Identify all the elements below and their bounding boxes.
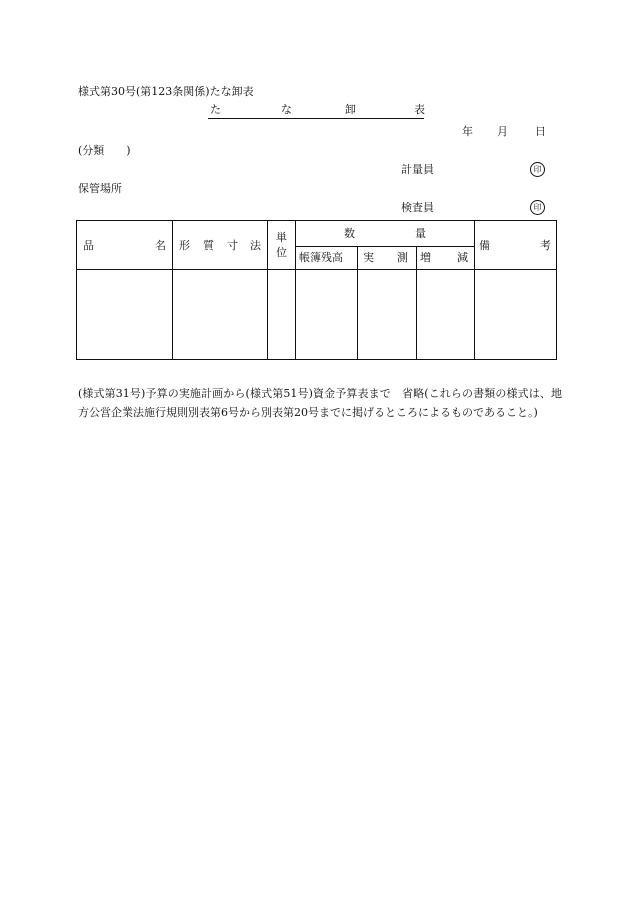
header-unit-2: 位 — [276, 246, 287, 259]
title-char-3: 卸 — [345, 103, 356, 116]
column-divider — [474, 221, 475, 359]
header-remarks-2: 考 — [540, 239, 551, 252]
title-char-4: 表 — [414, 103, 425, 116]
header-change-1: 増 — [420, 251, 431, 264]
title-char-2: な — [281, 103, 292, 116]
title-char-1: た — [210, 103, 221, 116]
header-subdivider — [295, 246, 474, 247]
column-divider — [416, 246, 417, 359]
header-actual-1: 実 — [363, 251, 374, 264]
header-spec-1: 形 — [179, 239, 190, 252]
classification-field: (分類 ) — [78, 144, 131, 157]
header-quantity-1: 数 — [344, 227, 355, 240]
column-divider — [172, 221, 173, 359]
header-item-name-2: 名 — [155, 239, 166, 252]
header-remarks-1: 備 — [479, 239, 490, 252]
omission-note: (様式第31号)予算の実施計画から(様式第51号)資金予算表まで 省略(これらの書類の様式は、地方公営企業法施行規則別表第6号から別表第20号までに掲げるところによるものであること。) — [78, 387, 562, 419]
header-spec-3: 寸 — [227, 239, 238, 252]
header-spec-4: 法 — [250, 239, 261, 252]
storage-place-label: 保管場所 — [78, 182, 122, 195]
date-day: 日 — [535, 125, 546, 138]
header-book-balance: 帳簿残高 — [299, 251, 343, 264]
header-unit-1: 単 — [276, 231, 287, 244]
header-item-name-1: 品 — [83, 239, 94, 252]
inventory-table — [76, 220, 557, 360]
date-month: 月 — [497, 125, 508, 138]
column-divider — [357, 246, 358, 359]
measurer-label: 計量員 — [401, 163, 434, 176]
column-divider — [267, 221, 268, 359]
header-bottom-line — [77, 269, 556, 270]
inspector-label: 検査員 — [401, 201, 434, 214]
measurer-seal-icon: 印 — [530, 162, 545, 177]
date-year: 年 — [462, 125, 473, 138]
column-divider — [295, 221, 296, 359]
header-quantity-2: 量 — [415, 227, 426, 240]
document-title — [208, 104, 424, 119]
header-actual-2: 測 — [397, 251, 408, 264]
header-spec-2: 質 — [203, 239, 214, 252]
form-heading: 様式第30号(第123条関係)たな卸表 — [78, 85, 254, 98]
header-change-2: 減 — [457, 251, 468, 264]
inspector-seal-icon: 印 — [530, 200, 545, 215]
